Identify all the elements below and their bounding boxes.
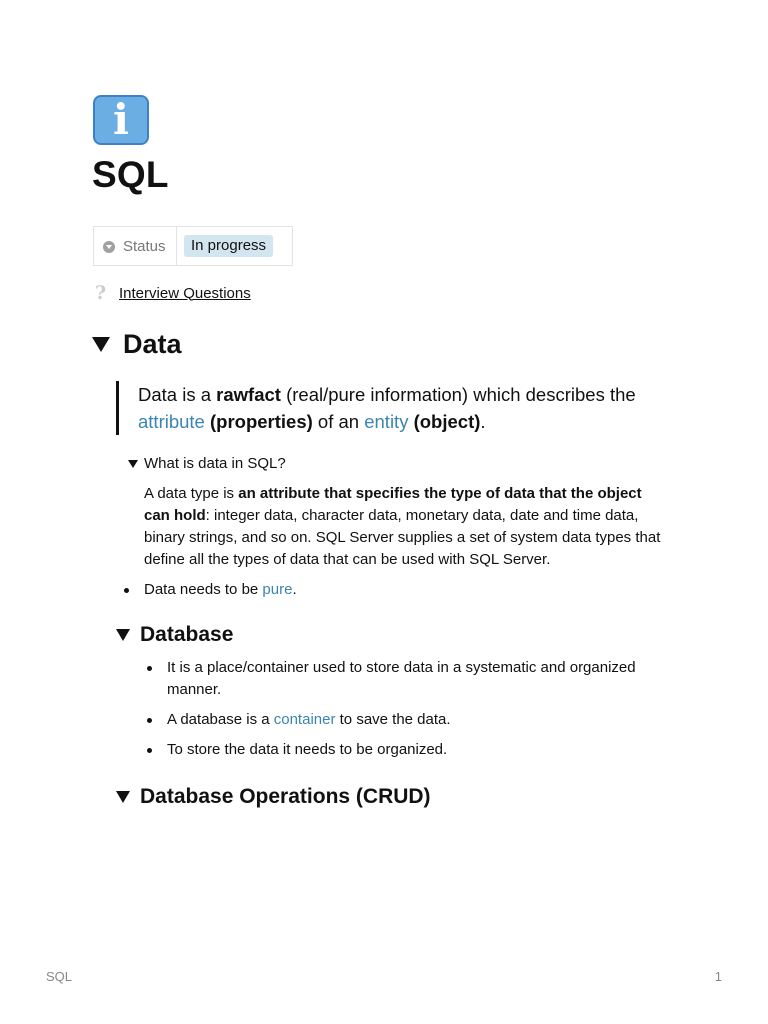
pure-link[interactable]: pure	[262, 581, 293, 598]
list-item	[121, 579, 661, 601]
select-property-icon	[103, 241, 115, 253]
interview-questions-label[interactable]: Interview Questions	[119, 284, 251, 302]
container-link[interactable]: container	[273, 711, 336, 728]
footer-title: SQL	[46, 969, 73, 984]
list-item	[144, 709, 664, 731]
status-badge[interactable]: In progress	[184, 235, 273, 257]
paragraph-bold-text: an attribute that specifies the type of data that the object can hold	[144, 485, 642, 524]
bullet-text: It is a place/container used to store data in a systematic and organized manner.	[167, 659, 636, 698]
bullet-text: To store the data it needs to be organized.	[167, 741, 448, 758]
quote-text: (real/pure information) which describes the	[280, 384, 636, 405]
data-bullet-list	[121, 579, 661, 601]
list-item	[144, 739, 664, 761]
toggle-triangle-icon[interactable]	[92, 337, 110, 352]
attribute-link[interactable]: attribute	[138, 411, 205, 432]
quote-bold-object: (object)	[408, 411, 481, 432]
page-title: SQL	[92, 154, 169, 195]
status-property-value[interactable]	[177, 227, 273, 265]
toggle-heading-data[interactable]	[92, 329, 182, 360]
toggle-triangle-icon[interactable]	[116, 791, 130, 803]
toggle-triangle-icon[interactable]	[116, 629, 130, 641]
paragraph-text: : integer data, character data, monetary data, date and time data, binary strings, and so on. SQL Server supplies a set of system data types that define all the types of data that can be used with SQL Server.	[144, 507, 661, 568]
information-icon[interactable]: i	[93, 95, 149, 145]
footer-page-number: 1	[714, 969, 722, 984]
bullet-text: to save the data.	[335, 711, 451, 728]
list-item	[144, 657, 664, 701]
quote-block	[116, 381, 656, 435]
heading-data-label: Data	[123, 329, 182, 359]
quote-text: Data is a	[138, 384, 217, 405]
quote-text: of an	[312, 411, 365, 432]
toggle-heading-database[interactable]	[116, 623, 233, 647]
quote-bold-properties: (properties)	[204, 411, 313, 432]
interview-questions-link[interactable]	[95, 282, 251, 304]
paragraph-text: A data type is	[144, 485, 239, 502]
toggle-triangle-icon[interactable]	[128, 460, 138, 468]
toggle-heading-database-operations[interactable]	[116, 785, 431, 809]
status-key-label: Status	[123, 237, 166, 255]
quote-text: .	[480, 411, 486, 432]
bullet-text: Data needs to be	[144, 581, 263, 598]
quote-bold-rawfact: rawfact	[216, 384, 281, 405]
question-mark-icon: ?	[95, 282, 107, 304]
heading-database-label: Database	[140, 623, 234, 646]
bullet-text: .	[292, 581, 297, 598]
properties-table	[93, 226, 293, 266]
status-property-key	[94, 227, 177, 265]
toggle-what-is-data[interactable]	[128, 455, 286, 472]
data-type-paragraph	[144, 483, 664, 571]
database-bullet-list	[144, 657, 664, 761]
bullet-text: A database is a	[167, 711, 274, 728]
toggle-what-is-data-label: What is data in SQL?	[144, 455, 286, 472]
entity-link[interactable]: entity	[364, 411, 409, 432]
heading-operations-label: Database Operations (CRUD)	[140, 785, 431, 808]
